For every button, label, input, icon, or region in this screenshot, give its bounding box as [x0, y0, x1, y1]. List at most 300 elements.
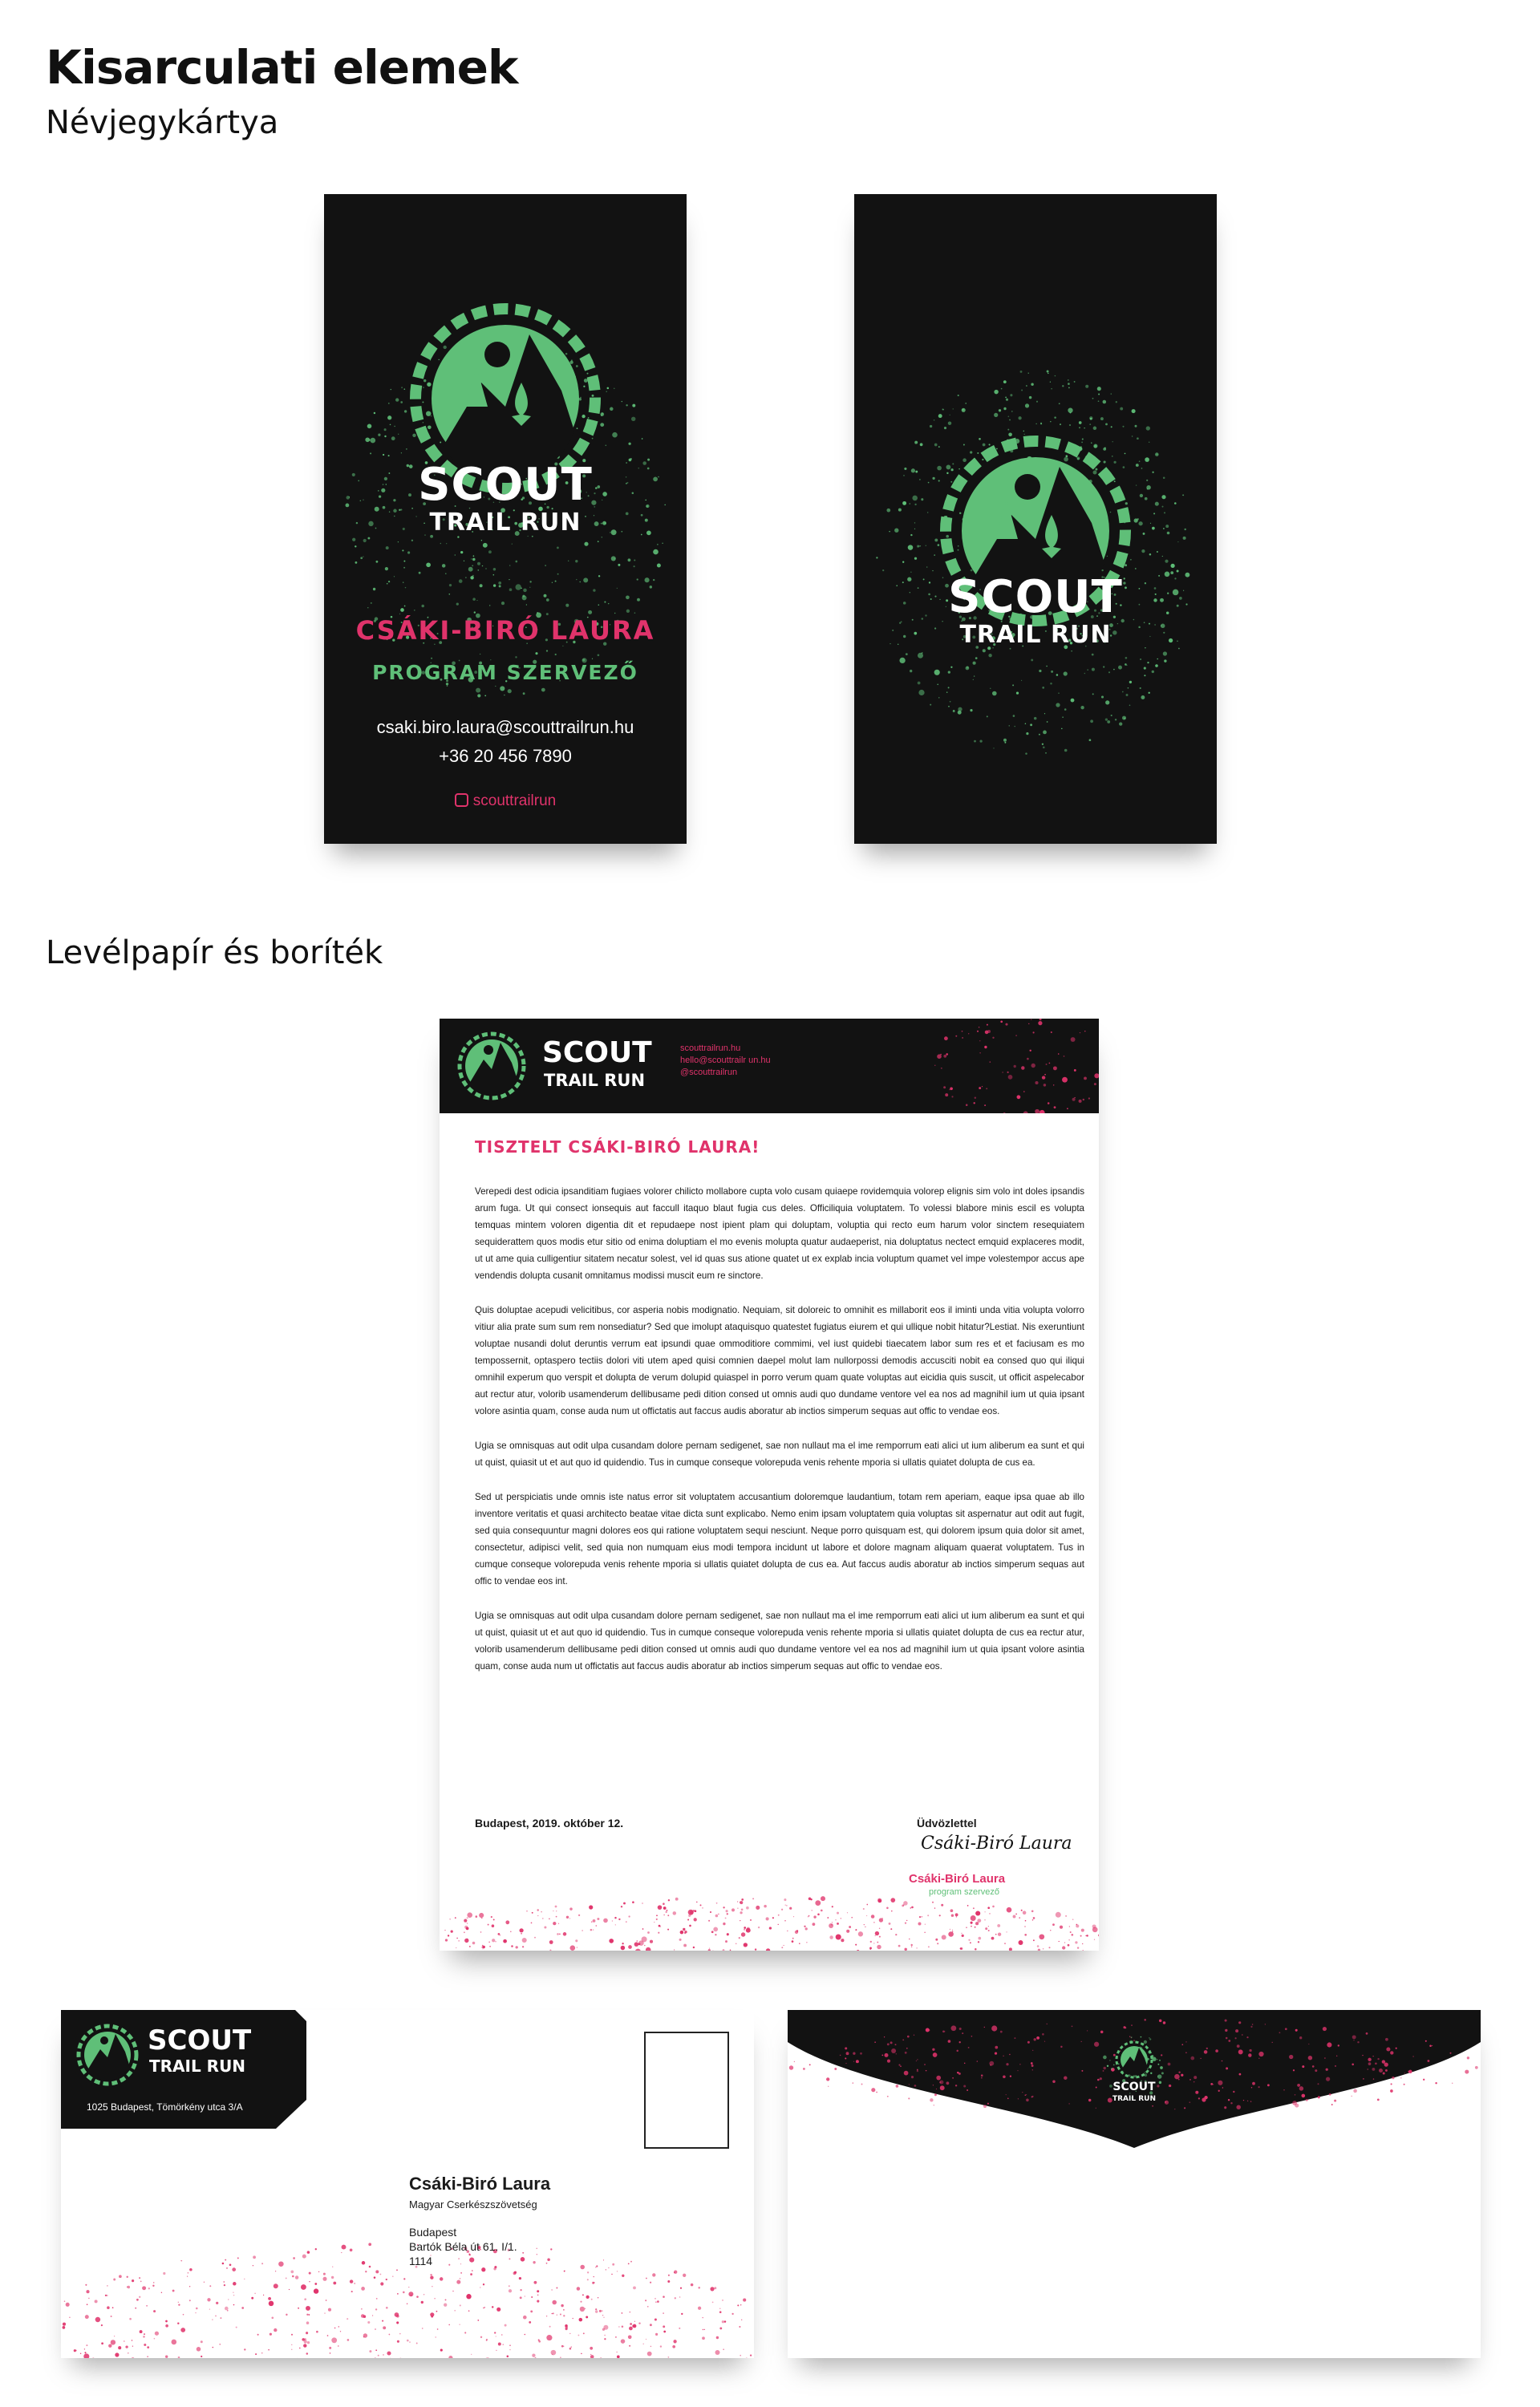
recipient-city: Budapest — [409, 2226, 457, 2239]
splatter-dot — [379, 2274, 381, 2275]
splatter-dot — [951, 2025, 957, 2031]
splatter-dot — [95, 2317, 101, 2323]
splatter-dot — [125, 2345, 128, 2348]
splatter-dot — [1159, 2020, 1161, 2022]
splatter-dot — [402, 549, 403, 551]
splatter-dot — [1062, 1946, 1065, 1949]
splatter-dot — [428, 426, 432, 430]
splatter-dot — [813, 1923, 816, 1926]
splatter-dot — [592, 2282, 594, 2284]
splatter-dot — [853, 2061, 854, 2062]
splatter-dot — [306, 2321, 310, 2324]
splatter-dot — [672, 2345, 675, 2348]
splatter-dot — [1084, 1076, 1087, 1080]
splatter-dot — [1007, 1907, 1012, 1913]
splatter-dot — [1145, 497, 1148, 500]
splatter-dot — [132, 2346, 133, 2347]
splatter-dot — [898, 509, 902, 512]
splatter-dot — [1130, 559, 1132, 561]
splatter-dot — [142, 2286, 146, 2290]
splatter-dot — [679, 1939, 682, 1941]
splatter-dot — [910, 1944, 912, 1946]
splatter-dot — [1038, 1949, 1040, 1951]
splatter-dot — [615, 2336, 617, 2338]
splatter-dot — [948, 2040, 951, 2043]
splatter-dot — [1136, 520, 1137, 521]
splatter-dot — [1042, 687, 1044, 689]
splatter-dot — [144, 2344, 146, 2346]
splatter-dot — [637, 598, 640, 602]
splatter-dot — [973, 679, 974, 680]
splatter-dot — [879, 1918, 883, 1922]
splatter-dot — [628, 558, 631, 561]
recipient-street: Bartók Béla út 61. I/1. — [409, 2240, 517, 2253]
splatter-dot — [794, 2061, 795, 2062]
splatter-dot — [1074, 1069, 1076, 1072]
splatter-dot — [1015, 1035, 1017, 1036]
splatter-dot — [386, 2307, 388, 2309]
splatter-dot — [889, 1923, 891, 1925]
splatter-dot — [355, 561, 358, 564]
splatter-dot — [444, 1930, 445, 1931]
splatter-dot — [232, 2267, 236, 2271]
splatter-dot — [569, 2333, 570, 2334]
splatter-dot — [655, 2301, 656, 2302]
splatter-dot — [1383, 2072, 1385, 2074]
splatter-dot — [69, 2317, 71, 2319]
splatter-dot — [910, 534, 912, 536]
splatter-dot — [951, 1914, 954, 1916]
splatter-dot — [876, 557, 877, 558]
splatter-dot — [318, 2271, 319, 2272]
splatter-dot — [904, 2071, 909, 2076]
splatter-dot — [1025, 1920, 1027, 1922]
splatter-dot — [286, 2277, 287, 2279]
pink-splatter — [440, 1896, 1099, 1951]
splatter-dot — [905, 2052, 907, 2054]
splatter-dot — [189, 2286, 190, 2287]
splatter-dot — [1044, 1084, 1046, 1086]
splatter-dot — [1048, 373, 1049, 375]
splatter-dot — [395, 398, 399, 401]
splatter-dot — [979, 1040, 980, 1041]
splatter-dot — [612, 432, 618, 438]
splatter-dot — [716, 1903, 718, 1904]
splatter-dot — [129, 2318, 132, 2320]
splatter-dot — [950, 481, 952, 483]
splatter-dot — [595, 2267, 597, 2268]
splatter-dot — [546, 2263, 548, 2264]
splatter-dot — [965, 403, 967, 404]
splatter-dot — [948, 421, 951, 424]
splatter-dot — [975, 1096, 976, 1098]
splatter-dot — [1237, 2044, 1240, 2048]
splatter-dot — [1007, 1072, 1009, 1073]
splatter-dot — [1120, 407, 1123, 411]
splatter-dot — [464, 2332, 466, 2333]
splatter-dot — [135, 2308, 136, 2309]
splatter-dot — [663, 1903, 665, 1905]
splatter-dot — [920, 443, 923, 446]
splatter-dot — [1450, 2052, 1452, 2054]
splatter-dot — [388, 403, 390, 404]
splatter-dot — [1089, 423, 1091, 425]
splatter-dot — [1109, 2060, 1110, 2061]
splatter-dot — [569, 361, 573, 364]
splatter-dot — [556, 1916, 557, 1918]
splatter-dot — [557, 546, 559, 549]
splatter-dot — [1110, 512, 1112, 513]
splatter-dot — [906, 2048, 908, 2049]
splatter-dot — [225, 2259, 226, 2261]
splatter-dot — [642, 1936, 647, 1942]
splatter-dot — [492, 2306, 494, 2308]
splatter-dot — [1081, 2041, 1082, 2042]
splatter-dot — [614, 1917, 616, 1919]
splatter-dot — [1427, 2060, 1429, 2062]
splatter-dot — [715, 1934, 716, 1935]
splatter-dot — [1014, 2037, 1015, 2039]
splatter-dot — [1020, 371, 1023, 373]
splatter-dot — [603, 2317, 604, 2318]
splatter-dot — [633, 2324, 637, 2328]
splatter-dot — [1335, 2065, 1336, 2067]
splatter-dot — [1053, 1084, 1054, 1085]
splatter-dot — [509, 588, 513, 591]
splatter-dot — [64, 2300, 66, 2302]
card-back-splatter — [854, 194, 1217, 844]
splatter-dot — [178, 2356, 180, 2358]
splatter-dot — [910, 503, 911, 504]
splatter-dot — [1248, 2053, 1251, 2056]
splatter-dot — [890, 2041, 893, 2044]
splatter-dot — [1148, 692, 1149, 694]
splatter-dot — [460, 2304, 461, 2306]
splatter-dot — [577, 2287, 580, 2290]
splatter-dot — [755, 1948, 756, 1950]
splatter-dot — [1025, 723, 1027, 725]
splatter-dot — [384, 436, 386, 437]
splatter-dot — [291, 2334, 293, 2336]
splatter-dot — [367, 607, 368, 608]
splatter-dot — [608, 2267, 609, 2268]
splatter-dot — [1039, 734, 1040, 735]
splatter-dot — [1153, 513, 1155, 514]
splatter-dot — [546, 2335, 552, 2340]
letter-closing: Üdvözlettel — [917, 1817, 977, 1830]
splatter-dot — [736, 1943, 737, 1944]
splatter-dot — [328, 2308, 331, 2312]
splatter-dot — [977, 452, 979, 454]
splatter-dot — [505, 1920, 509, 1924]
splatter-dot — [952, 2077, 954, 2079]
splatter-dot — [1194, 2076, 1197, 2079]
splatter-dot — [549, 1918, 550, 1919]
splatter-dot — [827, 1917, 829, 1919]
splatter-dot — [403, 567, 405, 569]
splatter-dot — [1238, 2021, 1241, 2024]
splatter-dot — [1058, 1053, 1060, 1055]
splatter-dot — [580, 2265, 585, 2270]
splatter-dot — [914, 441, 918, 444]
splatter-dot — [362, 2261, 366, 2265]
splatter-dot — [1045, 752, 1047, 754]
splatter-dot — [1050, 683, 1052, 685]
splatter-dot — [1103, 400, 1107, 404]
splatter-dot — [869, 1948, 871, 1950]
splatter-dot — [784, 1920, 786, 1922]
splatter-dot — [483, 2283, 484, 2285]
splatter-dot — [295, 2275, 298, 2279]
splatter-dot — [1031, 1911, 1034, 1913]
splatter-dot — [983, 444, 986, 447]
splatter-dot — [241, 2307, 244, 2309]
splatter-dot — [808, 1898, 812, 1901]
splatter-dot — [920, 545, 922, 547]
splatter-dot — [1029, 396, 1031, 399]
splatter-dot — [944, 1036, 948, 1040]
splatter-dot — [368, 2243, 371, 2246]
splatter-dot — [440, 2277, 443, 2280]
splatter-dot — [683, 1928, 685, 1931]
splatter-dot — [1003, 1112, 1006, 1113]
splatter-dot — [1363, 2078, 1364, 2080]
splatter-dot — [522, 1938, 527, 1943]
splatter-dot — [1051, 1031, 1052, 1033]
splatter-dot — [917, 2069, 918, 2071]
splatter-dot — [875, 1931, 879, 1935]
splatter-dot — [977, 1031, 979, 1032]
splatter-dot — [766, 1917, 769, 1920]
splatter-dot — [622, 2312, 623, 2314]
splatter-dot — [220, 2317, 221, 2319]
splatter-dot — [723, 1907, 724, 1908]
splatter-dot — [1385, 2069, 1388, 2072]
splatter-dot — [521, 1933, 522, 1935]
splatter-dot — [560, 2356, 561, 2358]
splatter-dot — [403, 2292, 405, 2294]
splatter-dot — [400, 608, 404, 612]
splatter-dot — [626, 610, 630, 613]
splatter-dot — [636, 1940, 638, 1942]
splatter-dot — [934, 419, 935, 421]
splatter-dot — [561, 2304, 563, 2307]
splatter-dot — [1095, 468, 1097, 471]
splatter-dot — [523, 692, 525, 695]
splatter-dot — [521, 2257, 525, 2262]
splatter-dot — [918, 653, 923, 658]
splatter-dot — [1081, 1929, 1084, 1932]
splatter-dot — [387, 583, 388, 585]
splatter-dot — [579, 2318, 583, 2322]
card-holder-role: PROGRAM SZERVEZŐ — [372, 661, 638, 684]
splatter-dot — [804, 1926, 805, 1927]
splatter-dot — [881, 2055, 883, 2056]
splatter-dot — [1161, 495, 1165, 499]
splatter-dot — [727, 1913, 728, 1915]
splatter-dot — [890, 1898, 895, 1903]
splatter-dot — [515, 561, 517, 563]
splatter-dot — [535, 2357, 537, 2358]
splatter-dot — [1068, 379, 1069, 381]
splatter-dot — [304, 2338, 306, 2340]
splatter-dot — [456, 1938, 458, 1939]
splatter-dot — [851, 1917, 853, 1919]
letter-paragraph: Sed ut perspiciatis unde omnis iste natus error sit voluptatem accusantium doloremque laudantium, totam rem aperiam, eaque ipsa quae ab illo inventore veritatis et quasi architecto beatae vitae dicta sunt explicabo. Nemo enim ipsam voluptatem quia voluptas sit aspernatur aut odit aut fugit, sed quia consequuntur magni dolores eos qui ratione voluptatem sequi nesciunt. Neque porro quisquam est, qui dolorem ipsum quia dolor sit amet, consectetur, adipisci velit, sed quia non numquam eius modi tempora incidunt ut labore et dolore magnam aliquam quaerat voluptatem. Tus in cumque conseque volorepuda venis rehente mporia si ullatis quiatet dolupta de cus ea. Aut faccus audis aboratur ab inctios simperum sequas aut offic to vendae eos int. — [475, 1492, 1084, 1586]
splatter-dot — [1144, 2072, 1145, 2073]
splatter-dot — [375, 2349, 377, 2351]
logo-wordmark-trail-run: TRAIL RUN — [1112, 2095, 1157, 2103]
splatter-dot — [1149, 553, 1152, 556]
splatter-dot — [934, 1065, 935, 1066]
splatter-dot — [215, 2315, 217, 2316]
splatter-dot — [829, 1923, 833, 1928]
splatter-dot — [396, 2269, 398, 2271]
splatter-dot — [668, 2356, 670, 2358]
splatter-dot — [740, 1902, 741, 1903]
splatter-dot — [444, 2304, 447, 2307]
splatter-dot — [1012, 684, 1014, 686]
splatter-dot — [1003, 739, 1007, 742]
splatter-dot — [549, 1940, 553, 1944]
splatter-dot — [953, 710, 954, 711]
splatter-dot — [1082, 1950, 1084, 1951]
splatter-dot — [968, 1033, 969, 1034]
splatter-dot — [1152, 671, 1154, 673]
splatter-dot — [1008, 416, 1010, 418]
splatter-dot — [1091, 442, 1092, 443]
splatter-dot — [1035, 1081, 1038, 1084]
splatter-dot — [1326, 2069, 1328, 2071]
splatter-dot — [1071, 650, 1072, 651]
splatter-dot — [716, 2336, 719, 2339]
splatter-dot — [480, 2336, 482, 2338]
splatter-dot — [1400, 2077, 1402, 2079]
splatter-dot — [1113, 461, 1116, 464]
splatter-dot — [1162, 506, 1164, 508]
splatter-dot — [783, 1945, 784, 1946]
splatter-dot — [691, 2283, 694, 2287]
splatter-dot — [331, 2337, 337, 2343]
splatter-dot — [529, 2321, 531, 2324]
splatter-dot — [535, 652, 537, 654]
splatter-dot — [323, 2273, 326, 2275]
splatter-dot — [1129, 681, 1132, 683]
splatter-dot — [840, 2055, 841, 2056]
splatter-dot — [928, 1946, 930, 1947]
splatter-dot — [83, 2353, 89, 2358]
splatter-dot — [896, 2053, 897, 2054]
splatter-dot — [525, 2334, 526, 2336]
splatter-dot — [403, 388, 405, 390]
splatter-dot — [813, 1915, 816, 1918]
splatter-dot — [630, 2323, 632, 2325]
splatter-dot — [519, 2277, 521, 2279]
splatter-dot — [408, 2292, 413, 2296]
splatter-dot — [979, 740, 982, 742]
splatter-dot — [934, 1907, 935, 1908]
splatter-dot — [1385, 2038, 1388, 2041]
splatter-dot — [982, 459, 983, 460]
splatter-dot — [832, 1922, 833, 1923]
splatter-dot — [730, 1949, 732, 1951]
splatter-dot — [488, 1924, 489, 1926]
splatter-dot — [405, 587, 406, 588]
splatter-dot — [634, 565, 635, 567]
footer-splatter — [440, 1878, 1099, 1951]
splatter-dot — [1082, 1943, 1083, 1944]
splatter-dot — [523, 589, 527, 593]
splatter-dot — [582, 2294, 584, 2296]
splatter-dot — [926, 2070, 927, 2072]
splatter-dot — [209, 2308, 210, 2309]
splatter-dot — [1163, 528, 1165, 529]
splatter-dot — [1143, 533, 1145, 535]
splatter-dot — [1159, 2060, 1161, 2061]
splatter-dot — [422, 2328, 424, 2329]
splatter-dot — [988, 1926, 989, 1927]
splatter-dot — [274, 2328, 277, 2332]
splatter-dot — [511, 1945, 513, 1947]
splatter-dot — [724, 2320, 726, 2322]
splatter-dot — [501, 602, 505, 605]
letter-body — [475, 1183, 1084, 1692]
splatter-dot — [209, 2285, 211, 2287]
splatter-dot — [937, 1943, 938, 1944]
splatter-dot — [523, 2316, 527, 2320]
splatter-dot — [306, 2306, 310, 2311]
splatter-dot — [1157, 2074, 1162, 2079]
splatter-dot — [1005, 397, 1007, 399]
splatter-dot — [426, 562, 431, 567]
splatter-dot — [1068, 407, 1072, 412]
splatter-dot — [603, 1919, 608, 1923]
splatter-dot — [1144, 2019, 1145, 2020]
logo-wordmark-trail-run: TRAIL RUN — [544, 1071, 646, 1090]
splatter-dot — [647, 2352, 652, 2356]
splatter-dot — [1163, 651, 1167, 655]
splatter-dot — [803, 2068, 805, 2070]
splatter-dot — [1040, 1110, 1045, 1113]
splatter-dot — [1105, 718, 1108, 720]
splatter-dot — [467, 1923, 468, 1924]
splatter-dot — [1157, 551, 1158, 553]
splatter-dot — [683, 1944, 687, 1947]
splatter-dot — [598, 654, 600, 656]
splatter-dot — [1023, 1091, 1025, 1092]
splatter-dot — [675, 1898, 679, 1901]
splatter-dot — [990, 1061, 991, 1063]
splatter-dot — [407, 551, 410, 553]
scout-logo-emblem — [460, 1034, 524, 1098]
splatter-dot — [580, 397, 581, 398]
splatter-dot — [1054, 416, 1056, 419]
splatter-dot — [1161, 2054, 1162, 2056]
splatter-dot — [1250, 2026, 1252, 2028]
splatter-dot — [474, 611, 476, 613]
splatter-dot — [870, 1941, 872, 1943]
splatter-dot — [1312, 2065, 1315, 2068]
splatter-dot — [1062, 717, 1063, 718]
recipient-name: Csáki-Biró Laura — [409, 2174, 551, 2194]
splatter-dot — [1092, 654, 1094, 656]
splatter-dot — [1108, 671, 1110, 673]
splatter-dot — [987, 1907, 990, 1909]
splatter-dot — [895, 2044, 897, 2045]
splatter-dot — [663, 2325, 665, 2328]
splatter-dot — [949, 1089, 950, 1091]
splatter-dot — [309, 2272, 311, 2275]
